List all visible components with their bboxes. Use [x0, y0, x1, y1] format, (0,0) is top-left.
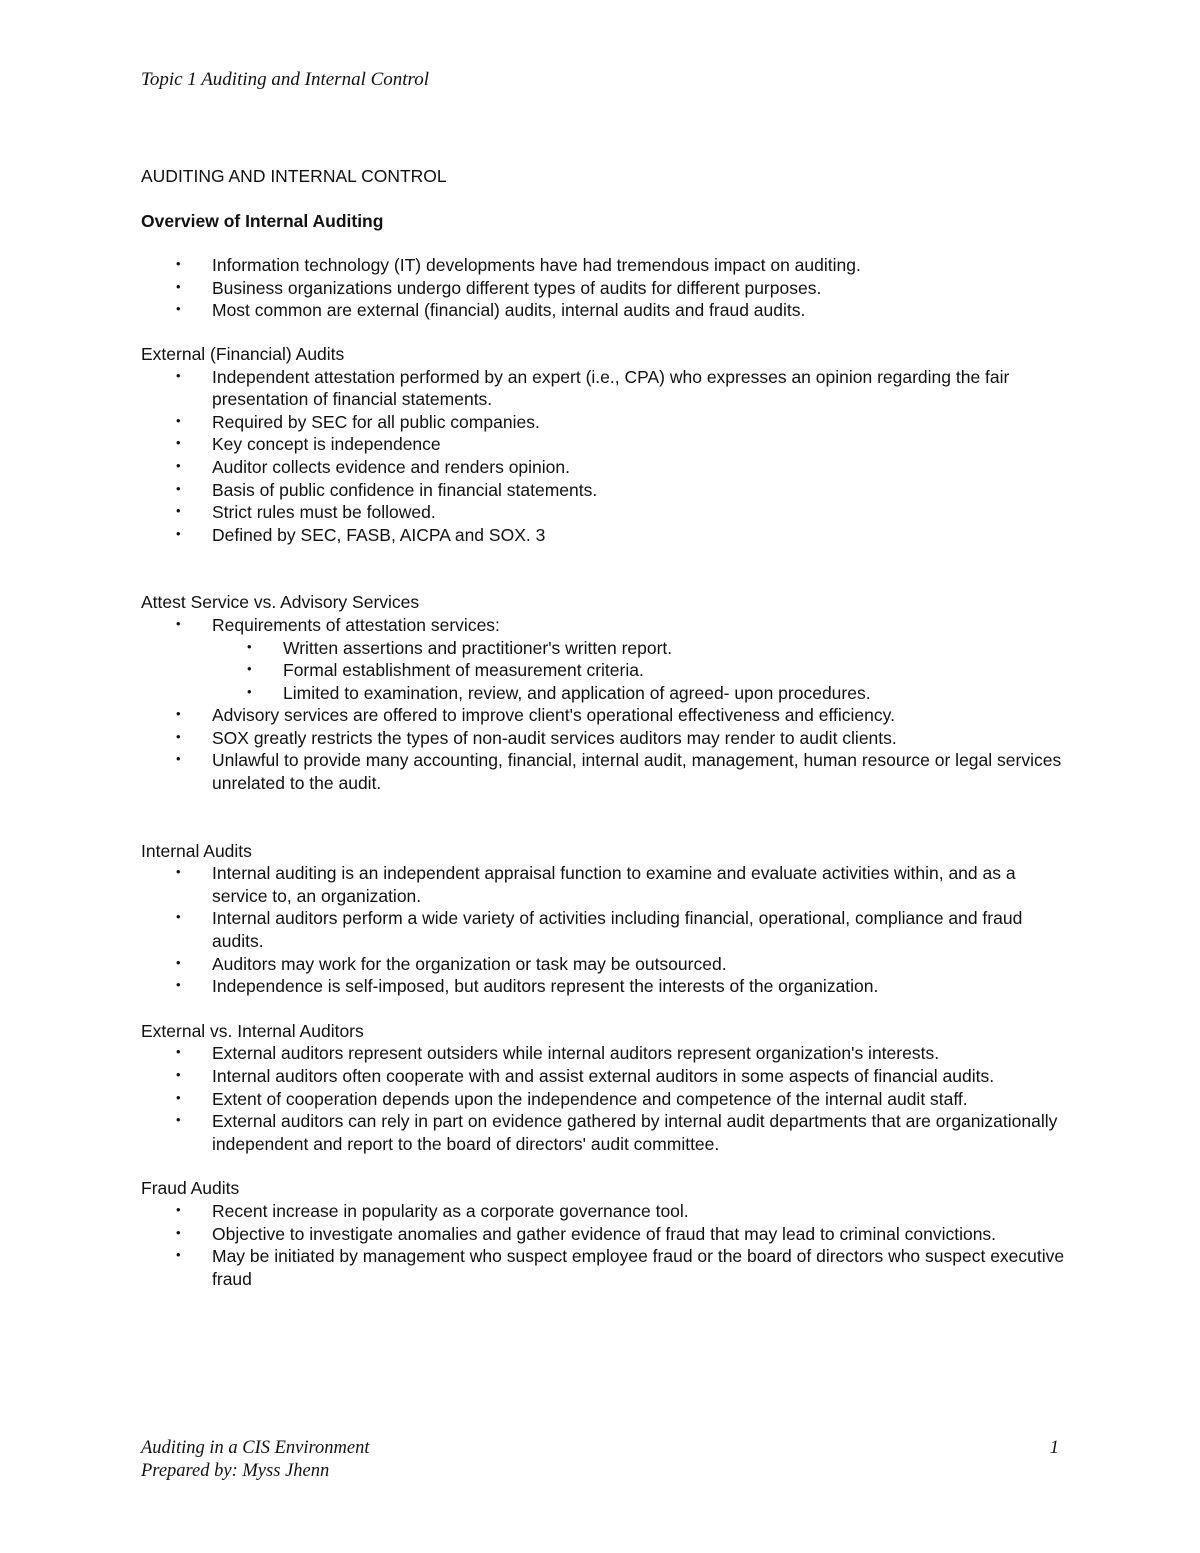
overview-heading: Overview of Internal Auditing: [141, 210, 384, 231]
list-item: • Unlawful to provide many accounting, financial, internal audit, management, human resource or legal services unrelated to the audit.: [141, 749, 1071, 794]
spacer: [141, 546, 1071, 591]
list-item: • External auditors represent outsiders while internal auditors represent organization's interests.: [141, 1042, 1071, 1065]
external-vs-internal-list: [141, 1042, 1071, 1155]
list-item: • Defined by SEC, FASB, AICPA and SOX. 3: [141, 524, 1071, 547]
list-item: • Objective to investigate anomalies and gather evidence of fraud that may lead to criminal convictions.: [141, 1223, 1071, 1246]
sub-list-item: • Limited to examination, review, and application of agreed- upon procedures.: [141, 682, 1071, 705]
external-vs-internal-heading: External vs. Internal Auditors: [141, 1020, 364, 1041]
footer-course: Auditing in a CIS Environment: [141, 1438, 370, 1458]
list-item: • Business organizations undergo different types of audits for different purposes.: [141, 277, 1071, 300]
list-item: • Internal auditing is an independent appraisal function to examine and evaluate activities within, and as a service to, an organization.: [141, 862, 1071, 907]
list-item: • Internal auditors perform a wide variety of activities including financial, operational, compliance and fraud audits.: [141, 907, 1071, 952]
list-item: • SOX greatly restricts the types of non-audit services auditors may render to audit clients.: [141, 727, 1071, 750]
sub-list-item: • Formal establishment of measurement criteria.: [141, 659, 1071, 682]
fraud-audits-list: [141, 1200, 1071, 1290]
list-item: • Basis of public confidence in financial statements.: [141, 479, 1071, 502]
list-item: • Information technology (IT) developments have had tremendous impact on auditing.: [141, 254, 1071, 277]
document-title: AUDITING AND INTERNAL CONTROL: [141, 166, 447, 186]
list-item: • Auditors may work for the organization or task may be outsourced.: [141, 953, 1071, 976]
fraud-audits-heading: Fraud Audits: [141, 1178, 240, 1199]
attest-services-list: [141, 614, 1071, 795]
list-item: • Internal auditors often cooperate with and assist external auditors in some aspects of financial audits.: [141, 1065, 1071, 1088]
list-item: • Advisory services are offered to improve client's operational effectiveness and efficiency.: [141, 704, 1071, 727]
list-item: • May be initiated by management who suspect employee fraud or the board of directors who suspect executive fraud: [141, 1245, 1071, 1290]
document-body: [141, 165, 1071, 1290]
list-item: • Auditor collects evidence and renders opinion.: [141, 456, 1071, 479]
list-item: • Recent increase in popularity as a corporate governance tool.: [141, 1200, 1071, 1223]
spacer: [141, 1155, 1071, 1177]
spacer: [141, 322, 1071, 343]
overview-list: [141, 254, 1071, 322]
list-item: • External auditors can rely in part on evidence gathered by internal audit departments that are organizationally independent and report to the board of directors' audit committee.: [141, 1110, 1071, 1155]
page-header: Topic 1 Auditing and Internal Control: [141, 69, 430, 90]
external-audits-list: [141, 366, 1071, 547]
list-item: • Independent attestation performed by an expert (i.e., CPA) who expresses an opinion regarding the fair presentation of financial statements.: [141, 366, 1071, 411]
spacer: [141, 998, 1071, 1020]
footer-prepared-by: Prepared by: Myss Jhenn: [141, 1461, 330, 1481]
attest-services-heading: Attest Service vs. Advisory Services: [141, 592, 420, 613]
list-item: • Requirements of attestation services:: [141, 614, 1071, 637]
list-item: • Independence is self-imposed, but auditors represent the interests of the organization.: [141, 975, 1071, 998]
internal-audits-list: [141, 862, 1071, 998]
list-item: • Key concept is independence: [141, 433, 1071, 456]
external-audits-heading: External (Financial) Audits: [141, 343, 345, 364]
list-item: • Required by SEC for all public companies.: [141, 411, 1071, 434]
sub-list-item: • Written assertions and practitioner's written report.: [141, 637, 1071, 660]
page-footer: [141, 1437, 1059, 1483]
list-item: • Most common are external (financial) audits, internal audits and fraud audits.: [141, 299, 1071, 322]
spacer: [141, 232, 1071, 254]
page-number: 1: [1049, 1438, 1059, 1458]
internal-audits-heading: Internal Audits: [141, 840, 252, 861]
list-item: • Extent of cooperation depends upon the independence and competence of the internal audit staff.: [141, 1088, 1071, 1111]
spacer: [141, 795, 1071, 840]
list-item: • Strict rules must be followed.: [141, 501, 1071, 524]
